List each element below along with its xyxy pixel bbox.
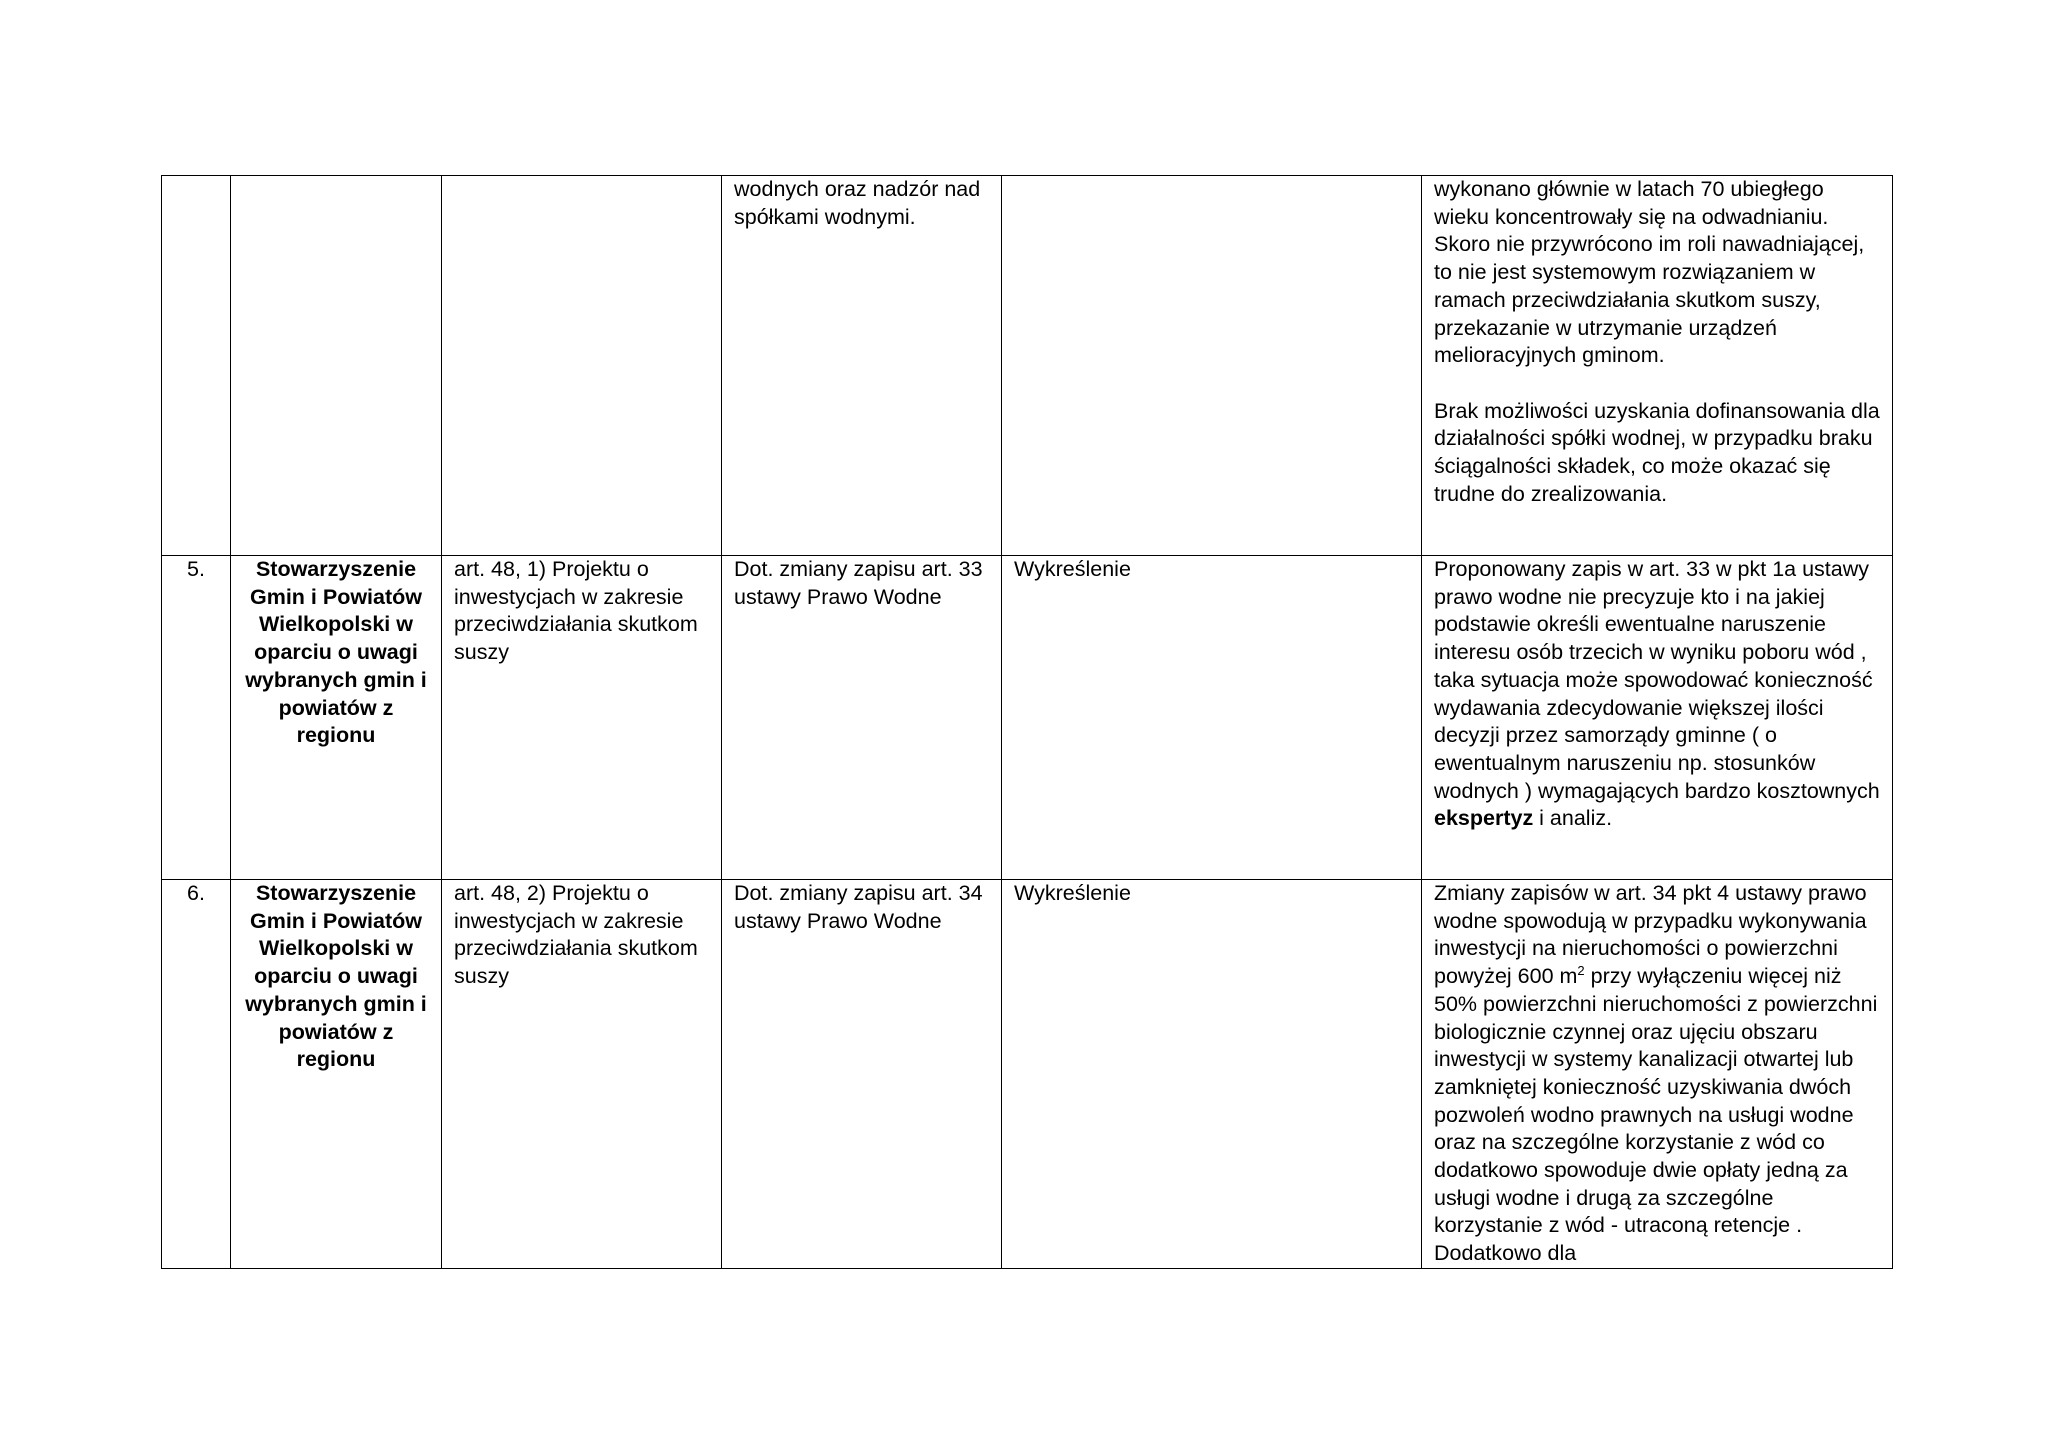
justification-cell xyxy=(1422,176,1893,556)
subject-text: Dot. zmiany zapisu art. 33 ustawy Prawo Wodne xyxy=(734,557,983,609)
table-row xyxy=(162,880,1893,1269)
subject-text: wodnych oraz nadzór nad spółkami wodnymi. xyxy=(734,177,981,229)
justification-text xyxy=(1422,556,1892,833)
subject-cell xyxy=(722,880,1002,1269)
justification-text-part: Proponowany zapis w art. 33 w pkt 1a ustawy prawo wodne nie precyzuje kto i na jakiej podstawie określi ewentualne naruszenie interesu osób trzecich w wyniku poboru wód , taka sytuacja może spowodować konieczność wydawania zdecydowanie większej ilości decyzji przez samorządy gminne ( o ewentualnym naruszeniu np. stosunków wodnych ) wymagających bardzo kosztownych xyxy=(1434,557,1880,803)
organization-cell xyxy=(231,176,442,556)
number-cell xyxy=(162,880,231,1269)
table-row xyxy=(162,176,1893,556)
article-text: art. 48, 1) Projektu o inwestycjach w zakresie przeciwdziałania skutkom suszy xyxy=(454,557,698,665)
organization-text: Stowarzyszenie Gmin i Powiatów Wielkopolski w oparciu o uwagi wybranych gmin i powiatów z regionu xyxy=(245,557,427,748)
justification-text-part: Zmiany zapisów w art. 34 pkt 4 ustawy prawo wodne spowodują w przypadku wykonywania inwestycji na nieruchomości o powierzchni powyżej 600 m xyxy=(1434,881,1867,989)
article-cell xyxy=(442,880,722,1269)
proposal-text: Wykreślenie xyxy=(1014,557,1131,581)
comments-table xyxy=(161,175,1893,1269)
proposal-cell xyxy=(1002,880,1422,1269)
proposal-cell xyxy=(1002,176,1422,556)
organization-cell xyxy=(231,880,442,1269)
row-number: 5. xyxy=(187,557,205,581)
organization-cell xyxy=(231,556,442,880)
justification-text-part: i analiz. xyxy=(1533,806,1613,831)
number-cell xyxy=(162,556,231,880)
article-cell xyxy=(442,176,722,556)
justification-paragraph: wykonano głównie w latach 70 ubiegłego wieku koncentrowały się na odwadnianiu. Skoro nie przywrócono im roli nawadniającej, to nie jest systemowym rozwiązaniem w ramach przeciwdziałania skutkom suszy, przekazanie w utrzymanie urządzeń melioracyjnych gminom. xyxy=(1434,177,1865,368)
justification-text-part: przy wyłączeniu więcej niż 50% powierzchni nieruchomości z powierzchni biologicznie czynnej oraz ujęciu obszaru inwestycji w systemy kanalizacji otwartej lub zamkniętej konieczność uzyskiwania dwóch pozwoleń wodno prawnych na usługi wodne oraz na szczególne korzystanie z wód co dodatkowo spowoduje dwie opłaty jedną za usługi wodne i drugą za szczególne korzystanie z wód - utraconą retencje . Dodatkowo dla xyxy=(1434,964,1878,1266)
subject-cell xyxy=(722,556,1002,880)
justification-bold-term: ekspertyz xyxy=(1434,806,1534,831)
organization-text: Stowarzyszenie Gmin i Powiatów Wielkopolski w oparciu o uwagi wybranych gmin i powiatów z regionu xyxy=(245,881,427,1072)
number-cell xyxy=(162,176,231,556)
subject-cell xyxy=(722,176,1002,556)
justification-cell xyxy=(1422,880,1893,1269)
subject-text: Dot. zmiany zapisu art. 34 ustawy Prawo Wodne xyxy=(734,881,983,933)
proposal-text: Wykreślenie xyxy=(1014,881,1131,905)
justification-paragraph: Brak możliwości uzyskania dofinansowania dla działalności spółki wodnej, w przypadku braku ściągalności składek, co może okazać się trudne do zrealizowania. xyxy=(1434,398,1880,506)
table-row xyxy=(162,556,1893,880)
justification-cell xyxy=(1422,556,1893,880)
justification-text xyxy=(1422,880,1892,1268)
row-number: 6. xyxy=(187,881,205,905)
article-text: art. 48, 2) Projektu o inwestycjach w zakresie przeciwdziałania skutkom suszy xyxy=(454,881,698,989)
proposal-cell xyxy=(1002,556,1422,880)
superscript-exponent: 2 xyxy=(1577,962,1585,978)
article-cell xyxy=(442,556,722,880)
